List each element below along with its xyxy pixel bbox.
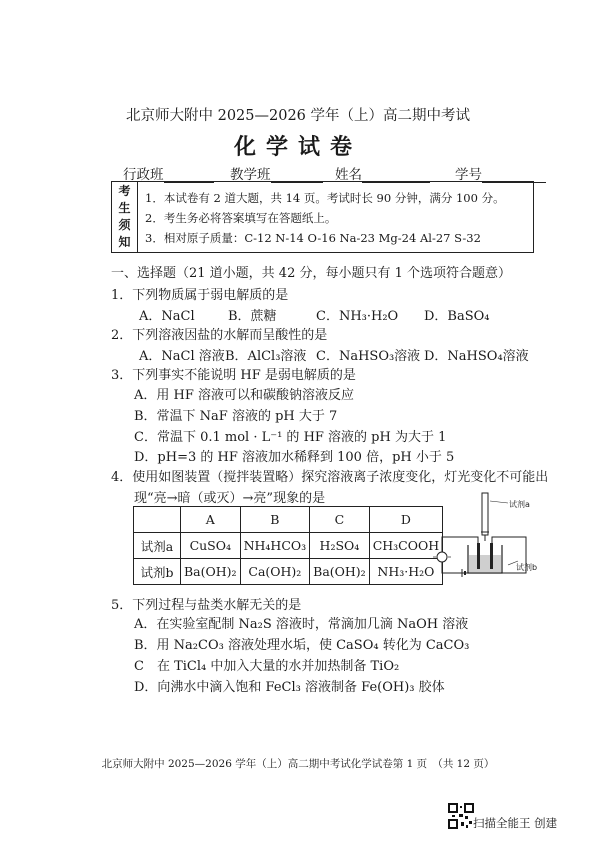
- field-class-teach: [230, 163, 323, 183]
- question-2-stem: 2．下列溶液因盐的水解而呈酸性的是: [111, 328, 328, 343]
- question-1-option-c: C．NH₃·H₂O: [316, 309, 399, 324]
- notice-side-char: 考: [118, 184, 131, 198]
- question-5-option-d: D．向沸水中滴入饱和 FeCl₃ 溶液制备 Fe(OH)₃ 胶体: [134, 680, 445, 695]
- question-4-table: [133, 506, 443, 585]
- question-1-stem: 1．下列物质属于弱电解质的是: [111, 288, 289, 303]
- question-1-option-b: B．蔗糖: [228, 309, 277, 324]
- table-cell: NH₄HCO₃: [240, 533, 310, 559]
- question-3-option-d: D．pH=3 的 HF 溶液加水稀释到 100 倍，pH 小于 5: [134, 450, 455, 465]
- question-2-option-d: D．NaHSO₄溶液: [424, 349, 529, 364]
- question-3-option-c: C．常温下 0.1 mol · L⁻¹ 的 HF 溶液的 pH 为大于 1: [134, 430, 447, 445]
- field-student-id: [455, 163, 546, 183]
- table-cell: 试剂b: [134, 559, 181, 585]
- table-cell: CuSO₄: [181, 533, 241, 559]
- qr-code-icon: [448, 803, 474, 829]
- question-3-stem: 3．下列事实不能说明 HF 是弱电解质的是: [111, 368, 356, 383]
- page-footer: 北京师大附中 2025—2026 学年（上）高二期中考试化学试卷第 1 页 （共 12 页）: [101, 758, 495, 770]
- question-1-option-d: D．BaSO₄: [424, 309, 490, 324]
- table-cell: Ca(OH)₂: [240, 559, 310, 585]
- bulb-icon: [437, 552, 447, 562]
- reagent-b-label: 试剂b: [516, 563, 538, 572]
- table-header-cell: B: [240, 507, 310, 533]
- notice-line: 3．相对原子质量：C-12 N-14 O-16 Na-23 Mg-24 Al-27 S-32: [145, 231, 481, 245]
- label-pointer: [490, 501, 508, 503]
- table-row: [134, 559, 443, 585]
- scanner-watermark: 扫描全能王 创建: [473, 816, 558, 830]
- beaker-solution: [469, 555, 501, 572]
- table-header-row: [134, 507, 443, 533]
- field-class-teach-label: 教学班: [230, 167, 271, 183]
- electrode-left: [477, 543, 480, 569]
- notice-side-char: 生: [118, 201, 131, 215]
- table-cell: Ba(OH)₂: [310, 559, 370, 585]
- field-class-admin-label: 行政班: [123, 167, 164, 183]
- field-name: [335, 163, 430, 183]
- table-cell: NH₃·H₂O: [369, 559, 442, 585]
- notice-side-char: 须: [118, 218, 131, 232]
- question-4-stem-line1: 4．使用如图装置（搅拌装置略）探究溶液离子浓度变化，灯光变化不可能出: [111, 470, 549, 485]
- question-5-option-b: B．用 Na₂CO₃ 溶液处理水垢，使 CaSO₄ 转化为 CaCO₃: [134, 638, 470, 653]
- question-5-stem: 5．下列过程与盐类水解无关的是: [111, 598, 302, 613]
- question-3-option-a: A．用 HF 溶液可以和碳酸钠溶液反应: [134, 388, 355, 403]
- question-1-option-a: A．NaCl: [139, 309, 195, 324]
- question-3-option-b: B．常温下 NaF 溶液的 pH 大于 7: [134, 409, 338, 424]
- question-5-option-c: C 在 TiCl₄ 中加入大量的水并加热制备 TiO₂: [134, 659, 400, 674]
- question-2-option-c: C．NaHSO₃溶液: [316, 349, 421, 364]
- field-name-label: 姓名: [335, 167, 362, 183]
- field-student-id-label: 学号: [455, 167, 482, 183]
- table-cell: CH₃COOH: [369, 533, 442, 559]
- exam-title: 北京师大附中 2025—2026 学年（上）高二期中考试: [125, 108, 471, 124]
- reagent-a-label: 试剂a: [509, 500, 530, 509]
- exam-notice-box: [111, 181, 534, 253]
- question-4-stem-line2: 现“亮→暗（或灭）→亮”现象的是: [134, 491, 326, 506]
- table-header-cell: A: [181, 507, 241, 533]
- question-2-option-a: A．NaCl 溶液: [139, 349, 225, 364]
- field-class-admin: [123, 163, 214, 183]
- table-row: [134, 533, 443, 559]
- subject-title: 化学试卷: [233, 134, 362, 160]
- question-5-option-a: A．在实验室配制 Na₂S 溶液时，常滴加几滴 NaOH 溶液: [134, 617, 469, 632]
- section-heading: 一、选择题（21 道小题，共 42 分，每小题只有 1 个选项符合题意）: [111, 266, 512, 281]
- burette: [482, 493, 488, 535]
- table-cell: Ba(OH)₂: [181, 559, 241, 585]
- table-cell: 试剂a: [134, 533, 181, 559]
- table-header-cell: D: [369, 507, 442, 533]
- notice-side-label: [112, 182, 138, 253]
- table-cell: H₂SO₄: [310, 533, 370, 559]
- electrode-right: [490, 543, 493, 569]
- notice-line: 1．本试卷有 2 道大题，共 14 页。考试时长 90 分钟，满分 100 分。: [145, 191, 505, 205]
- table-header-cell: [134, 507, 181, 533]
- question-2-option-b: B．AlCl₃溶液: [225, 349, 307, 364]
- notice-line: 2．考生务必将答案填写在答题纸上。: [145, 211, 337, 225]
- conductivity-apparatus-figure: [426, 487, 544, 579]
- table-header-cell: C: [310, 507, 370, 533]
- notice-side-char: 知: [118, 235, 131, 249]
